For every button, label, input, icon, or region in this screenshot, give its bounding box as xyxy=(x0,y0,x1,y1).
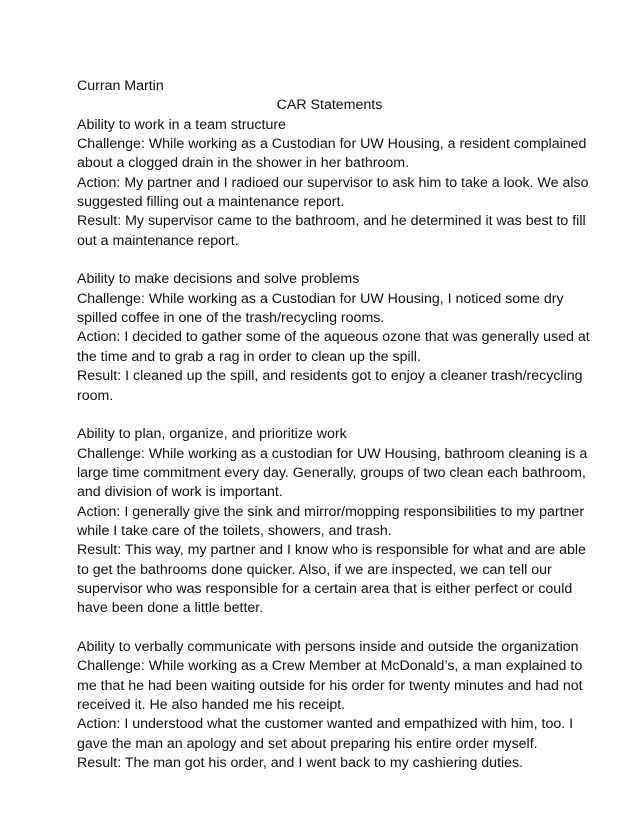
challenge-line: and division of work is important. xyxy=(77,484,283,501)
author-name: Curran Martin xyxy=(77,78,164,94)
result-line: Result: This way, my partner and I know who is responsible for what and are able xyxy=(77,542,586,559)
result-line: have been done a little better. xyxy=(77,600,264,617)
challenge-line: received it. He also handed me his receipt. xyxy=(77,697,346,713)
section-heading: Ability to work in a team structure xyxy=(77,116,286,133)
challenge-line: large time commitment every day. Generally, groups of two clean each bathroom, xyxy=(77,464,586,481)
paragraph-spacer xyxy=(77,406,582,425)
challenge-line: me that he had been waiting outside for his order for twenty minutes and had not xyxy=(77,677,583,694)
paragraph-spacer xyxy=(77,619,582,638)
challenge-line: spilled coffee in one of the trash/recycling rooms. xyxy=(77,310,385,327)
challenge-line: Challenge: While working as a Custodian for UW Housing, I noticed some dry xyxy=(77,290,564,307)
result-line: Result: I cleaned up the spill, and residents got to enjoy a cleaner trash/recycling xyxy=(77,368,583,385)
challenge-line: Challenge: While working as a Crew Member at McDonald’s, a man explained to xyxy=(77,658,583,675)
car-section xyxy=(77,270,590,405)
document-title: CAR Statements xyxy=(276,97,383,114)
action-line: Action: I generally give the sink and mirror/mopping responsibilities to my partner xyxy=(77,503,585,520)
action-line: Action: My partner and I radioed our supervisor to ask him to take a look. We also xyxy=(77,174,589,191)
result-line: supervisor who was responsible for a certain area that is either perfect or could xyxy=(77,580,573,597)
result-line: to get the bathrooms done quicker. Also, if we are inspected, we can tell our xyxy=(77,561,552,578)
section-heading: Ability to verbally communicate with persons inside and outside the organization xyxy=(77,638,579,655)
document-body xyxy=(77,77,590,773)
result-line: room. xyxy=(77,387,114,404)
car-section xyxy=(77,425,588,618)
car-section xyxy=(77,116,589,251)
challenge-line: Challenge: While working as a Custodian for UW Housing, a resident complained xyxy=(77,136,587,153)
challenge-line: Challenge: While working as a custodian for UW Housing, bathroom cleaning is a xyxy=(77,445,588,462)
action-line: Action: I understood what the customer wanted and empathized with him, too. I xyxy=(77,716,574,733)
action-line: suggested filling out a maintenance report. xyxy=(77,194,345,211)
section-heading: Ability to plan, organize, and prioritize work xyxy=(77,426,347,443)
section-heading: Ability to make decisions and solve problems xyxy=(77,271,360,288)
action-line: Action: I decided to gather some of the aqueous ozone that was generally used at xyxy=(77,329,590,346)
action-line: while I take care of the toilets, showers, and trash. xyxy=(77,522,392,539)
result-line: Result: The man got his order, and I went back to my cashiering duties. xyxy=(77,755,524,772)
action-line: the time and to grab a rag in order to clean up the spill. xyxy=(77,348,421,365)
car-section xyxy=(77,638,582,773)
result-line: Result: My supervisor came to the bathroom, and he determined it was best to fill xyxy=(77,213,586,230)
paragraph-spacer xyxy=(77,251,582,270)
result-line: out a maintenance report. xyxy=(77,232,239,249)
challenge-line: about a clogged drain in the shower in her bathroom. xyxy=(77,155,410,172)
action-line: gave the man an apology and set about preparing his entire order myself. xyxy=(77,735,538,752)
